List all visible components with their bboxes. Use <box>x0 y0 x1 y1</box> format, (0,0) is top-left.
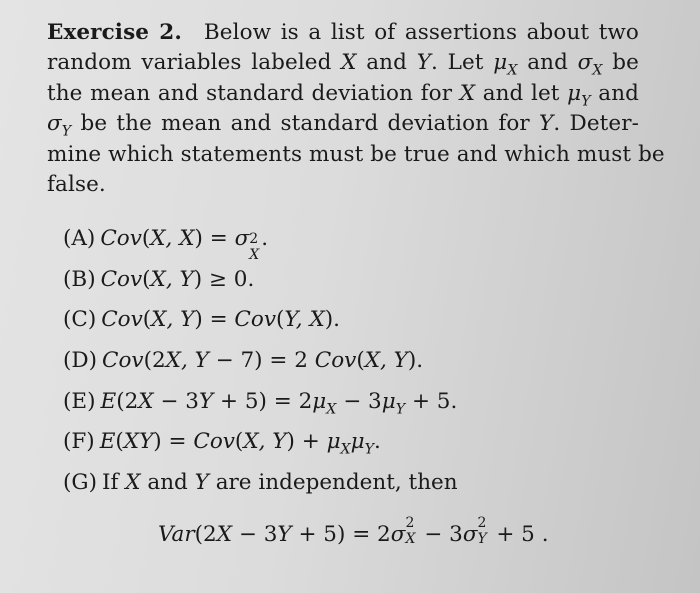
exercise-intro <box>47 18 665 200</box>
assertion-e: (E) $E(2X - 3Y + 5) = 2\mu_X - 3\mu_Y + 5$. <box>63 388 458 418</box>
assertion-c: (C) Cov(X, Y) = Cov(Y, X). <box>63 307 340 333</box>
assertion-g-text: If X and Y are independent, then <box>101 470 458 496</box>
assertion-e-math: $E(2X - 3Y + 5) = 2\mu_X - 3\mu_Y + 5$. <box>100 388 458 418</box>
assertion-f-math: E(XY) = Cov(X, $Y) + \mu_X\mu_Y$. <box>99 429 381 458</box>
assertion-a-math: Cov(X, X) = σ 2 X . <box>100 226 269 263</box>
assertion-c-math: Cov(X, Y) = Cov(Y, X). <box>101 307 340 333</box>
assertion-d: (D) Cov(2X, Y − 7) = 2 Cov(X, Y). <box>63 348 424 374</box>
assertion-g: (G) If X and Y are independent, then <box>63 470 458 496</box>
assertion-a: (A) Cov(X, X) = σ 2 X . <box>63 226 269 263</box>
assertion-d-math: Cov(2X, Y − 7) = 2 Cov(X, Y). <box>102 348 424 374</box>
intro-line-4: $\sigma_Y$ be the mean and standard deviation for Y. Deter- <box>47 111 639 140</box>
exercise-heading: Exercise 2. <box>47 20 182 45</box>
intro-line-1: Exercise 2. Below is a list of assertions about two <box>47 20 639 45</box>
variance-formula: Var(2X − 3Y + 5) = 2σ 2 X − 3σ 2 Y + 5 . <box>158 515 549 547</box>
assertion-b-math: Cov(X, Y) ≥ 0. <box>100 266 255 292</box>
intro-line-3: the mean and standard deviation for X and let $\mu_Y$ and <box>47 80 639 110</box>
assertion-f: (F) E(XY) = Cov(X, $Y) + \mu_X\mu_Y$. <box>63 429 381 458</box>
intro-line-5: mine which statements must be true and which must be <box>47 141 665 167</box>
assertion-b: (B) Cov(X, Y) ≥ 0. <box>63 266 255 292</box>
assertion-list <box>63 219 458 504</box>
intro-line-2: random variables labeled X and Y. Let $\mu_X$ and $\sigma_X$ be <box>47 50 639 79</box>
intro-line-6: false. <box>47 172 106 198</box>
